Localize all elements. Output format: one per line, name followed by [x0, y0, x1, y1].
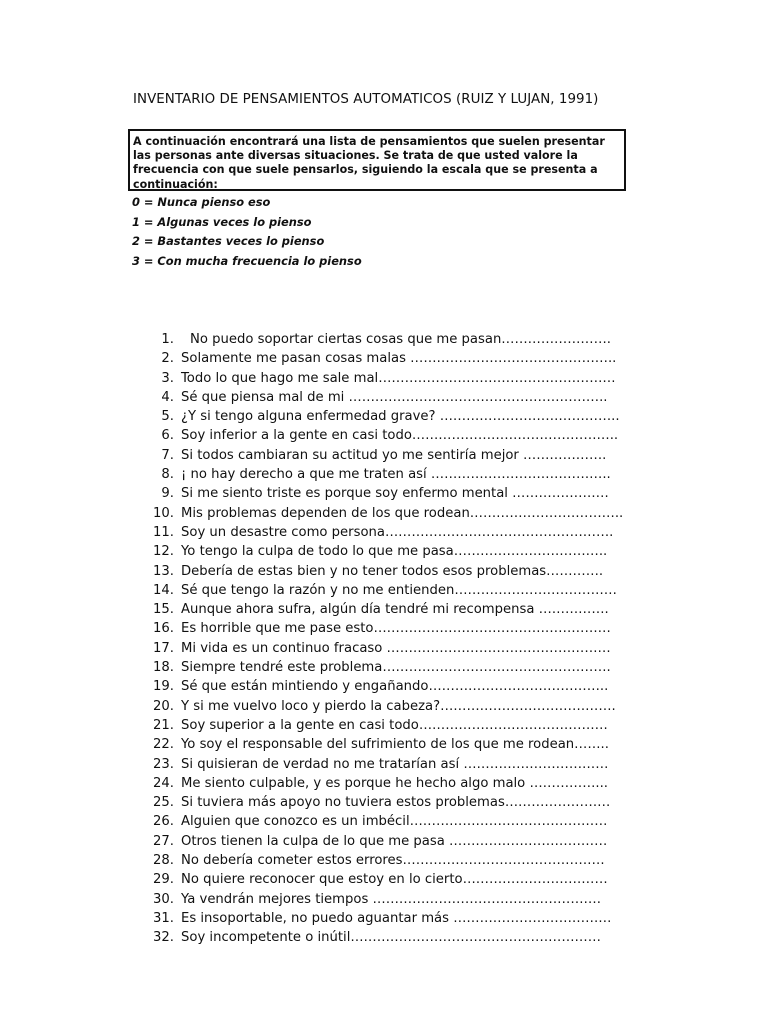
item-number: 25.	[153, 795, 174, 811]
item-number: 27.	[153, 833, 174, 849]
item-number: 2.	[161, 351, 174, 367]
list-item	[140, 484, 630, 503]
item-text: Yo soy el responsable del sufrimiento de los que me rodean……..	[181, 737, 609, 753]
item-number: 7.	[161, 447, 174, 463]
item-number: 10.	[153, 505, 174, 521]
list-item	[140, 812, 630, 831]
instructions-text: A continuación encontrará una lista de pensamientos que suelen presentar las personas ante diversas situaciones. Se trata de que usted valore la frecuencia con que suele pensarlos, siguiendo la escala que se presenta a continuación:	[133, 135, 605, 191]
item-number: 8.	[161, 467, 174, 483]
item-text: No puedo soportar ciertas cosas que me pasan…………………….	[190, 332, 612, 347]
item-number: 19.	[153, 679, 174, 695]
list-item	[140, 388, 630, 407]
item-text: Soy incompetente o inútil…………………………………………………	[181, 930, 601, 946]
item-text: Todo lo que hago me sale mal………………………………………………	[181, 370, 616, 386]
item-number: 3.	[161, 370, 174, 386]
item-number: 14.	[153, 582, 174, 598]
list-item	[140, 407, 630, 426]
item-number: 22.	[153, 737, 174, 753]
rating-scale	[132, 193, 362, 271]
list-item	[140, 581, 630, 600]
item-text: Si tuviera más apoyo no tuviera estos problemas……………………	[181, 795, 611, 811]
list-item	[140, 851, 630, 870]
item-text: Sé que están mintiendo y engañando…………………………………..	[181, 679, 609, 695]
item-number: 26.	[153, 814, 174, 830]
list-item	[140, 697, 630, 716]
list-item	[140, 774, 630, 793]
scale-item: 2 = Bastantes veces lo pienso	[132, 234, 325, 249]
list-item	[140, 465, 630, 484]
item-text: Si me siento triste es porque soy enfermo mental ………………….	[181, 486, 609, 502]
item-number: 20.	[153, 698, 174, 714]
item-text: Mi vida es un continuo fracaso ……………………………………………	[181, 640, 611, 656]
document-title: INVENTARIO DE PENSAMIENTOS AUTOMATICOS (RUIZ Y LUJAN, 1991)	[133, 92, 599, 107]
item-text: Alguien que conozco es un imbécil………………………………………	[181, 814, 608, 830]
item-text: Solamente me pasan cosas malas ………………………………………..	[181, 351, 617, 367]
list-item	[140, 562, 630, 581]
item-text: Si quisieran de verdad no me tratarían así ……………………………	[181, 756, 609, 772]
item-number: 11.	[153, 524, 174, 540]
item-text: Mis problemas dependen de los que rodean……………………………..	[181, 505, 624, 521]
list-item	[140, 542, 630, 561]
scale-item: 3 = Con mucha frecuencia lo pienso	[132, 253, 362, 268]
item-text: ¿Y si tengo alguna enfermedad grave? …………………………………..	[181, 409, 620, 425]
list-item	[140, 909, 630, 928]
list-item	[140, 446, 630, 465]
list-item	[140, 793, 630, 812]
item-number: 15.	[153, 602, 174, 618]
list-item	[140, 619, 630, 638]
list-item	[140, 504, 630, 523]
list-item	[140, 870, 630, 889]
item-text: Sé que piensa mal de mi …………………………………………………..	[181, 389, 608, 405]
item-text: Es insoportable, no puedo aguantar más ………………………………	[181, 910, 612, 926]
item-number: 6.	[161, 428, 174, 444]
item-text: Si todos cambiaran su actitud yo me sentiría mejor ……………….	[181, 447, 607, 463]
item-text: Siempre tendré este problema…………………………………………….	[181, 660, 611, 676]
item-text: Yo tengo la culpa de todo lo que me pasa……………………………..	[181, 544, 608, 560]
item-number: 13.	[153, 563, 174, 579]
item-text: ¡ no hay derecho a que me traten así …………………………………..	[181, 467, 611, 483]
item-number: 21.	[153, 717, 174, 733]
item-number: 18.	[153, 660, 174, 676]
list-item	[140, 890, 630, 909]
scale-item: 0 = Nunca pienso eso	[132, 195, 271, 209]
list-item	[140, 735, 630, 754]
item-number: 31.	[153, 910, 174, 926]
list-item	[140, 523, 630, 542]
item-number: 4.	[161, 389, 174, 405]
item-text: Aunque ahora sufra, algún día tendré mi recompensa …………….	[181, 602, 609, 618]
item-number: 5.	[161, 409, 174, 425]
item-number: 30.	[153, 891, 174, 907]
list-item	[140, 716, 630, 735]
item-number: 12.	[153, 544, 174, 560]
list-item	[140, 426, 630, 445]
list-item	[140, 330, 630, 349]
item-number: 29.	[153, 872, 174, 888]
list-item	[140, 600, 630, 619]
item-text: Soy inferior a la gente en casi todo………………………………………..	[181, 428, 619, 444]
item-text: No quiere reconocer que estoy en lo cierto……………………………	[181, 872, 608, 888]
item-text: Ya vendrán mejores tiempos …………………………………………….	[181, 891, 601, 907]
list-item	[140, 658, 630, 677]
item-number: 24.	[153, 775, 174, 791]
item-text: Debería de estas bien y no tener todos esos problemas………….	[181, 563, 604, 579]
list-item	[140, 349, 630, 368]
item-text: No debería cometer estos errores……………………………………….	[181, 853, 605, 869]
item-number: 28.	[153, 853, 174, 869]
item-text: Es horrible que me pase esto………………………………………………	[181, 621, 611, 637]
instructions-box	[128, 129, 626, 191]
item-text: Otros tienen la culpa de lo que me pasa ………………………………	[181, 833, 608, 849]
item-text: Y si me vuelvo loco y pierdo la cabeza?………………………………….	[181, 698, 616, 714]
item-number: 32.	[153, 930, 174, 946]
list-item	[140, 928, 630, 947]
list-item	[140, 755, 630, 774]
item-text: Me siento culpable, y es porque he hecho algo malo ……………...	[181, 775, 608, 791]
list-item	[140, 369, 630, 388]
list-item	[140, 832, 630, 851]
list-item	[140, 677, 630, 696]
item-number: 9.	[161, 486, 174, 502]
item-text: Sé que tengo la razón y no me entienden……………………………….	[181, 582, 617, 598]
item-number: 16.	[153, 621, 174, 637]
item-text: Soy superior a la gente en casi todo…………………………………….	[181, 717, 608, 733]
item-text: Soy un desastre como persona…………………………………………….	[181, 524, 614, 540]
item-number: 1.	[161, 332, 174, 347]
thoughts-list	[140, 330, 630, 948]
scale-item: 1 = Algunas veces lo pienso	[132, 214, 312, 229]
list-item	[140, 639, 630, 658]
item-number: 23.	[153, 756, 174, 772]
item-number: 17.	[153, 640, 174, 656]
